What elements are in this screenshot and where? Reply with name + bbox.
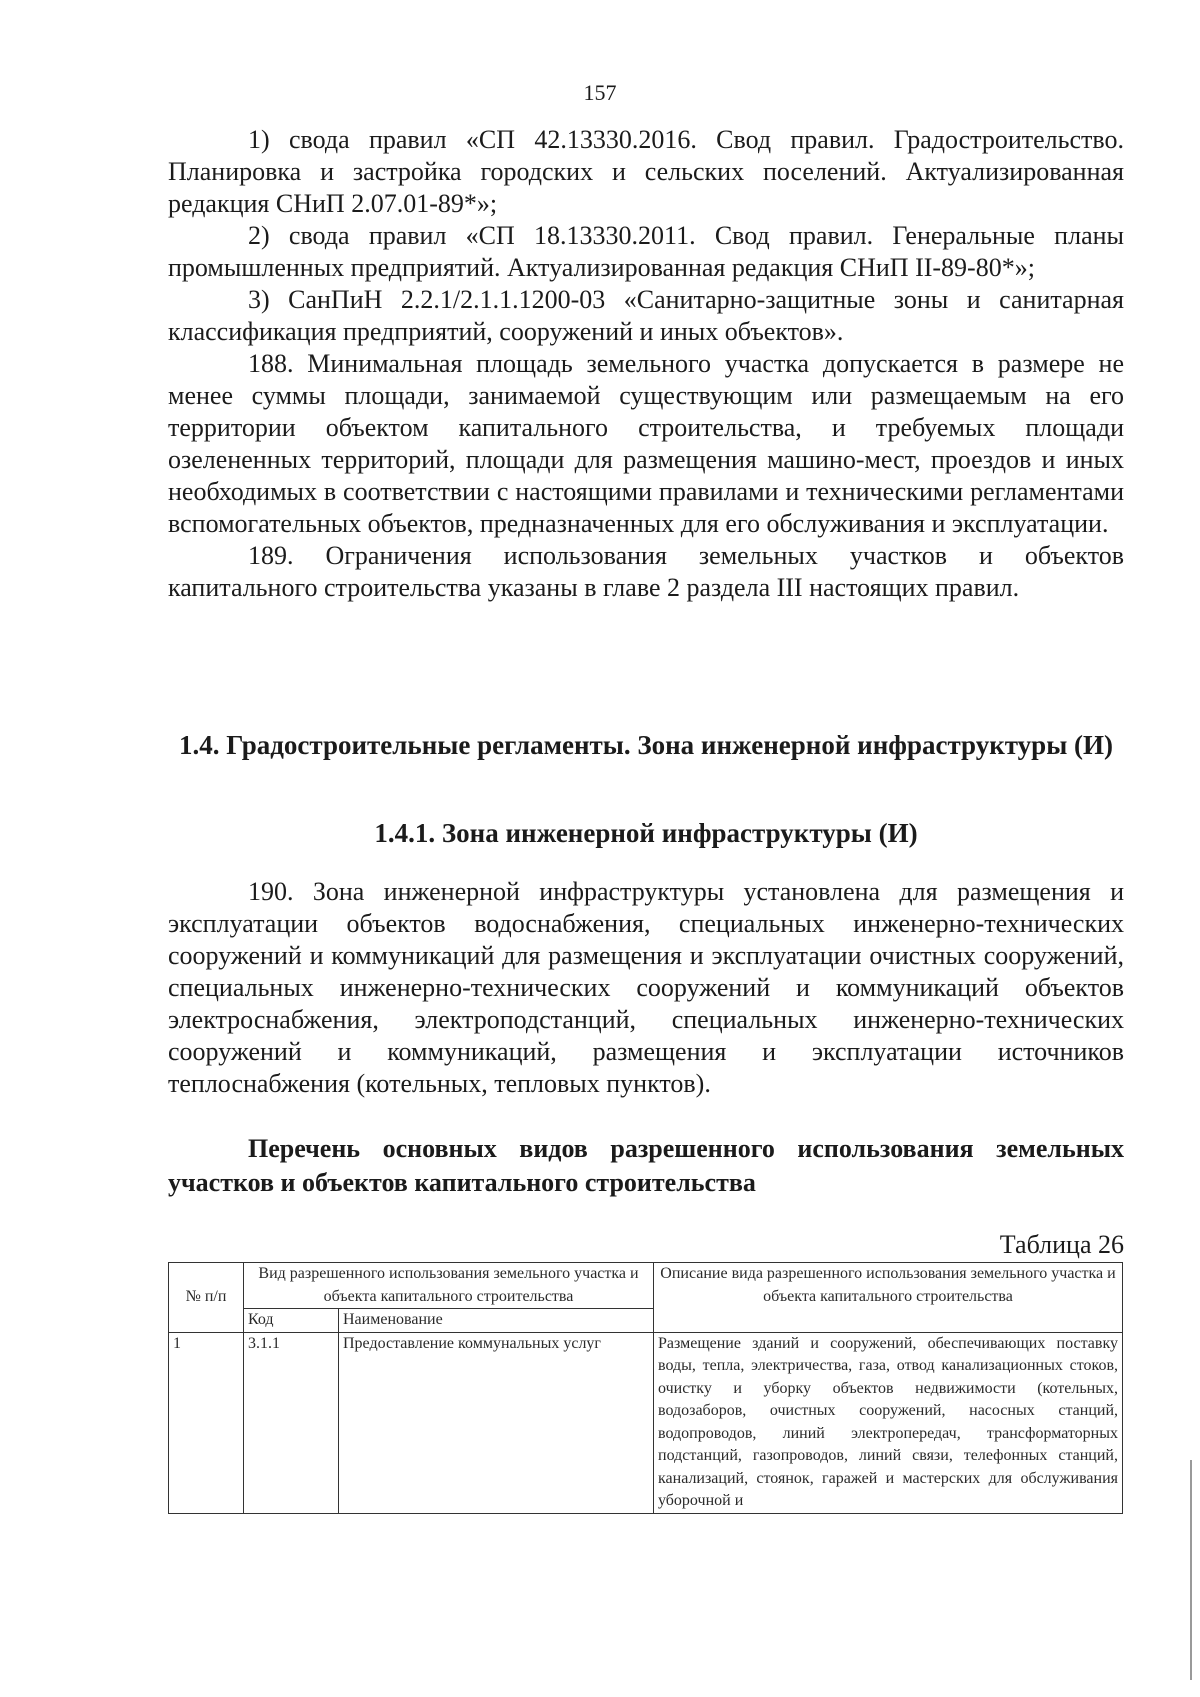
cell-number: 1 bbox=[169, 1332, 244, 1513]
paragraph-item-1: 1) свода правил «СП 42.13330.2016. Свод правил. Градостроительство. Планировка и застройка городских и сельских поселений. Актуализированная редакция СНиП 2.07.01-89*»; bbox=[168, 125, 1124, 218]
table-row bbox=[169, 1332, 1123, 1513]
cell-name: Предоставление коммунальных услуг bbox=[339, 1332, 654, 1513]
header-name: Наименование bbox=[339, 1309, 654, 1333]
scan-edge-mark bbox=[1190, 1460, 1192, 1680]
header-description: Описание вида разрешенного использования земельного участка и объекта капитального строительства bbox=[654, 1263, 1123, 1333]
page-number: 157 bbox=[583, 80, 617, 105]
paragraph-190: 190. Зона инженерной инфраструктуры установлена для размещения и эксплуатации объектов водоснабжения, специальных инженерно-технических сооружений и коммуникаций для размещения и эксплуатации очистных сооружений, специальных инженерно-технических сооружений и коммуникаций объектов электроснабжения, электроподстанций, специальных инженерно-технических сооружений и коммуникаций, размещения и эксплуатации источников теплоснабжения (котельных, тепловых пунктов). bbox=[168, 877, 1124, 1098]
table-caption: Таблица 26 bbox=[999, 1230, 1124, 1259]
subsection-heading: 1.4.1. Зона инженерной инфраструктуры (И) bbox=[374, 818, 918, 848]
intro-paragraphs bbox=[168, 124, 1124, 604]
paragraph-189: 189. Ограничения использования земельных участков и объектов капитального строительства указаны в главе 2 раздела III настоящих правил. bbox=[168, 541, 1124, 602]
paragraph-190-block bbox=[168, 876, 1124, 1100]
permitted-use-table bbox=[168, 1262, 1123, 1514]
header-code: Код bbox=[244, 1309, 339, 1333]
header-use-type: Вид разрешенного использования земельного участка и объекта капитального строительства bbox=[244, 1263, 654, 1309]
paragraph-188: 188. Минимальная площадь земельного участка допускается в размере не менее суммы площади, занимаемой существующим или размещаемым на его территории объектом капитального строительства, и требуемых площади озелененных территорий, площади для размещения машино-мест, проездов и иных необходимых в соответствии с настоящими правилами и техническими регламентами вспомогательных объектов, предназначенных для его обслуживания и эксплуатации. bbox=[168, 349, 1124, 538]
table-header-row bbox=[169, 1263, 1123, 1309]
header-number: № п/п bbox=[169, 1263, 244, 1333]
section-heading: 1.4. Градостроительные регламенты. Зона инженерной инфраструктуры (И) bbox=[178, 730, 1114, 760]
paragraph-item-2: 2) свода правил «СП 18.13330.2011. Свод правил. Генеральные планы промышленных предприятий. Актуализированная редакция СНиП II-89-80*»; bbox=[168, 221, 1124, 282]
list-title: Перечень основных видов разрешенного использования земельных участков и объектов капитального строительства bbox=[168, 1134, 1124, 1197]
cell-code: 3.1.1 bbox=[244, 1332, 339, 1513]
paragraph-item-3: 3) СанПиН 2.2.1/2.1.1.1200-03 «Санитарно-защитные зоны и санитарная классификация предприятий, сооружений и иных объектов». bbox=[168, 285, 1124, 346]
cell-description: Размещение зданий и сооружений, обеспечивающих поставку воды, тепла, электричества, газа, отвод канализационных стоков, очистку и уборку объектов недвижимости (котельных, водозаборов, очистных сооружений, насосных станций, водопроводов, линий электропередач, трансформаторных подстанций, газопроводов, линий связи, телефонных станций, канализаций, стоянок, гаражей и мастерских для обслуживания уборочной и bbox=[654, 1332, 1123, 1513]
